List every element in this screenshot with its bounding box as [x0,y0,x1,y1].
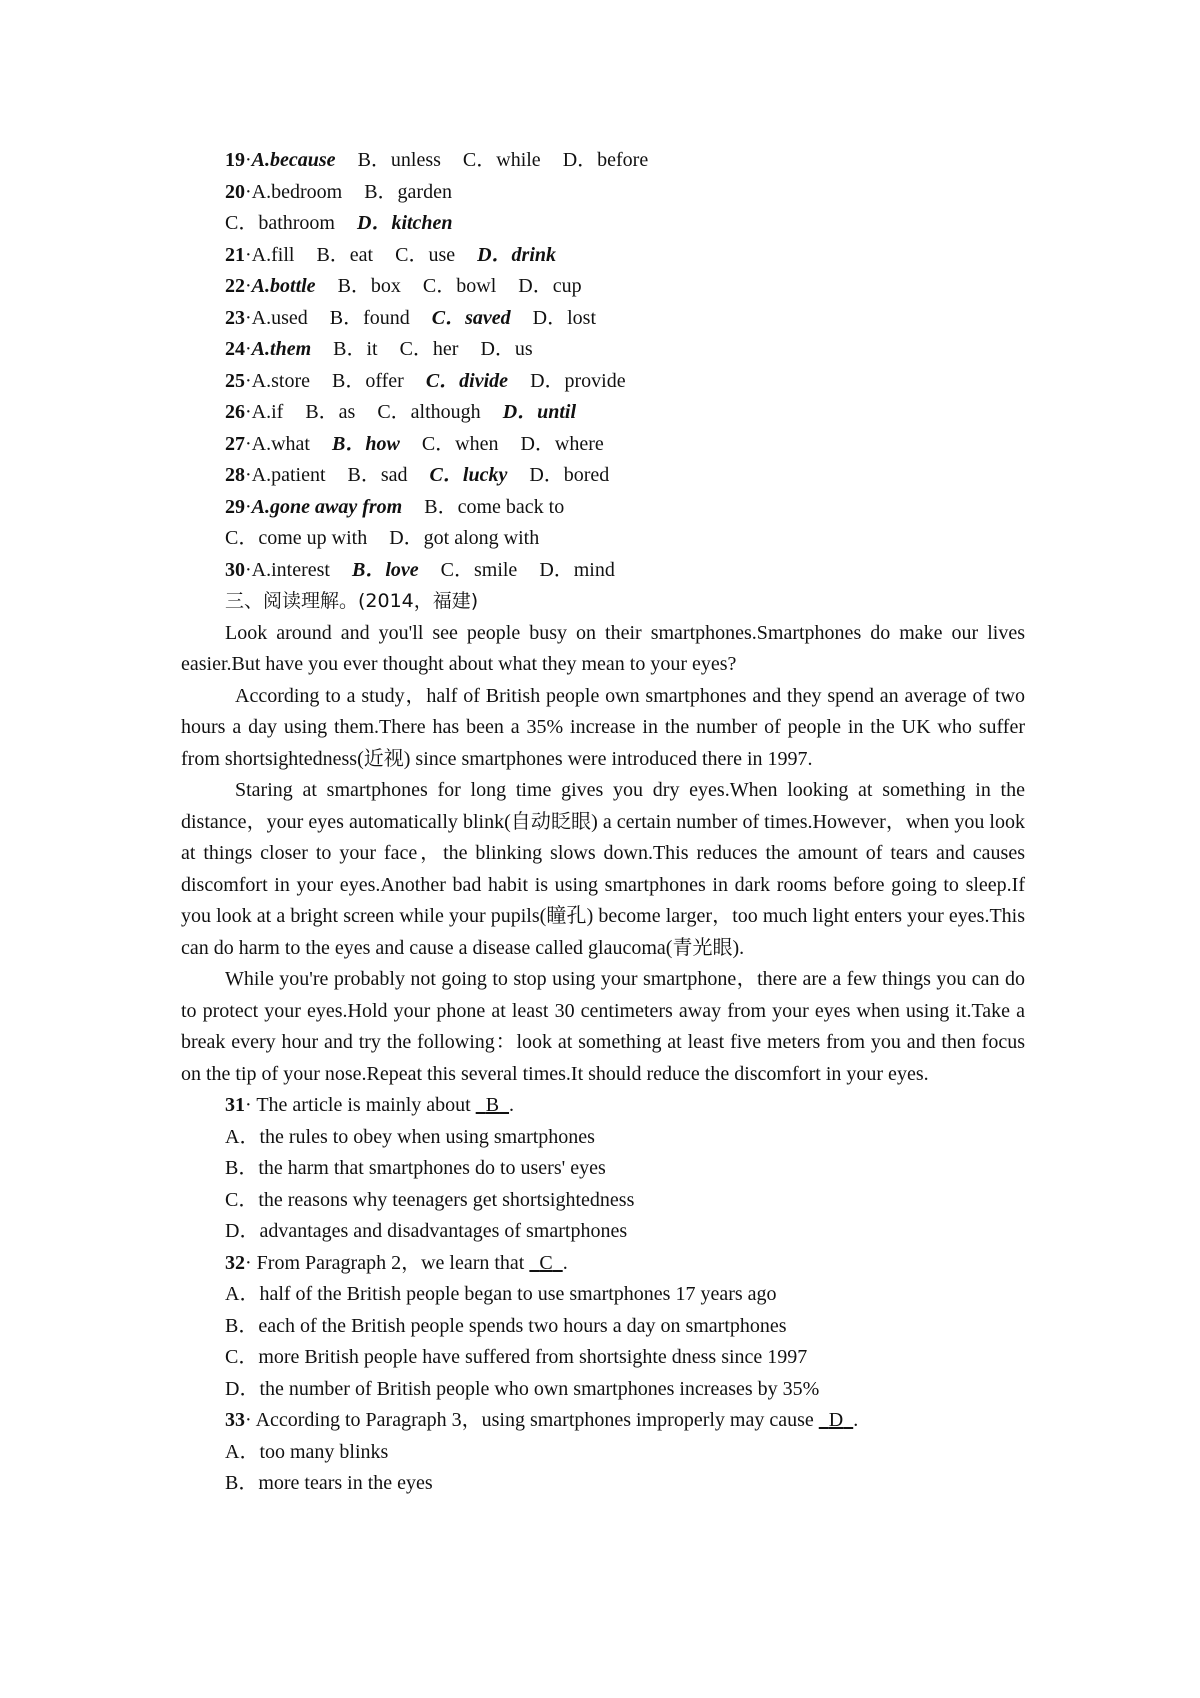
passage-paragraph-2: According to a study，half of British people own smartphones and they spend an average of two hours a day using them.There has been a 35% increase in the number of people in the UK who suffer from shortsightedness(近视) since smartphones were introduced there in 1997. [181,684,1025,770]
cloze-question-line: 20·A.bedroom B．garden [225,180,452,203]
option: B．box [337,275,401,297]
cloze-question-line: 26·A.if B．as C．although D．until [225,401,577,423]
option: C．come up with [225,527,368,549]
correct-option: C．divide [425,369,509,392]
document-page [181,145,1025,1500]
option: D．us [480,338,533,360]
correct-option: B．love [351,558,419,581]
question-number: 29 [225,495,245,518]
correct-option: C．saved [431,306,511,329]
correct-option: A.them [251,338,312,360]
question-number: 27 [225,432,245,455]
cloze-question-line: 29·A.gone away from B．come back to [225,495,565,518]
option: B．offer [332,369,404,392]
question-33-stem: 33· According to Paragraph 3，using smartphones improperly may cause D . [225,1409,859,1431]
passage-paragraph-1: Look around and you'll see people busy on their smartphones.Smartphones do make our lives easier.But have you ever thought about what they mean to your eyes? [181,621,1025,675]
option-line: D．the number of British people who own smartphones increases by 35% [225,1377,820,1400]
answer-blank: D [828,1409,844,1431]
cloze-question-line: 30·A.interest B．love C．smile D．mind [225,558,615,581]
option: C．smile [440,558,518,581]
option: D．lost [532,306,597,329]
option: D．got along with [389,527,540,549]
option: C．although [377,401,481,423]
option: A.what [251,432,310,455]
option: A.patient [251,464,326,486]
option: C．bathroom [225,212,335,234]
option: D．cup [518,275,582,297]
question-number: 20 [225,180,245,203]
question-text: From Paragraph 2，we learn that [256,1251,530,1274]
question-number: 26 [225,401,245,423]
cloze-answer-list [181,145,1025,586]
option: A.bedroom [251,180,343,203]
option-line: A．half of the British people began to use smartphones 17 years ago [225,1283,777,1305]
passage-paragraph-3: Staring at smartphones for long time gives you dry eyes.When looking at something in the distance，your eyes automatically blink(自动眨眼) a certain number of times.However，when you look at things closer to your face，the blinking slows down.This reduces the amount of tears and causes discomfort in your eyes.Another bad habit is using smartphones in dark rooms before going to sleep.If you look at a bright screen while your pupils(瞳孔) become larger，too much light enters your eyes.This can do harm to the eyes and cause a disease called glaucoma(青光眼). [181,779,1025,959]
option: D．bored [529,464,610,486]
option: B．eat [316,243,374,266]
cloze-question-line: 22·A.bottle B．box C．bowl D．cup [225,275,582,297]
option: B．garden [364,180,452,203]
answer-blank: B [485,1094,500,1116]
correct-option: A.because [251,149,336,171]
option: A.store [251,369,310,392]
option-line: C．the reasons why teenagers get shortsightedness [225,1188,635,1211]
cloze-question-line: 28·A.patient B．sad C．lucky D．bored [225,464,610,486]
option: D．mind [539,558,615,581]
cloze-question-line: 21·A.fill B．eat C．use D．drink [225,243,557,266]
option: B．found [329,306,410,329]
correct-option: D．kitchen [357,212,453,234]
option-line: A．the rules to obey when using smartphones [225,1125,595,1148]
cloze-question-line: 24·A.them B．it C．her D．us [225,338,533,360]
correct-option: D．drink [477,243,557,266]
option: A.fill [251,243,295,266]
question-number: 31 [225,1094,245,1116]
question-number: 24 [225,338,245,360]
question-number: 23 [225,306,245,329]
option-line: D．advantages and disadvantages of smartphones [225,1220,628,1242]
option: C．use [395,243,456,266]
option: D．provide [530,369,626,392]
cloze-question-line [181,523,1025,555]
correct-option: A.bottle [251,275,316,297]
option: B．sad [347,464,408,486]
option-line: A．too many blinks [225,1440,389,1463]
question-number: 32 [225,1251,245,1274]
cloze-question-line: 25·A.store B．offer C．divide D．provide [225,369,626,392]
option: C．when [421,432,499,455]
option: A.interest [251,558,330,581]
question-number: 19 [225,149,245,171]
correct-option: A.gone away from [251,495,403,518]
option: C．bowl [422,275,497,297]
question-text: The article is mainly about [256,1094,476,1116]
cloze-question-line: 23·A.used B．found C．saved D．lost [225,306,597,329]
option-line: B．the harm that smartphones do to users' eyes [225,1157,606,1179]
question-number: 22 [225,275,245,297]
correct-option: D．until [502,401,577,423]
option: B．as [305,401,356,423]
cloze-question-line: 19·A.because B．unless C．while D．before [225,149,649,171]
question-32-stem: 32· From Paragraph 2，we learn that C . [225,1251,568,1274]
question-number: 21 [225,243,245,266]
correct-option: C．lucky [429,464,508,486]
question-number: 33 [225,1409,245,1431]
option: C．while [462,149,541,171]
option-line: B．each of the British people spends two hours a day on smartphones [225,1314,787,1337]
question-31-stem: 31· The article is mainly about B . [225,1094,515,1116]
question-number: 30 [225,558,245,581]
option: B．unless [357,149,441,171]
question-number: 28 [225,464,245,486]
section-heading: 三、阅读理解。(2014，福建) [225,590,479,612]
answer-blank: C [539,1251,553,1274]
correct-option: B．how [332,432,400,455]
passage-paragraph-4: While you're probably not going to stop using your smartphone，there are a few things you can do to protect your eyes.Hold your phone at least 30 centimeters away from your eyes when using it.Take a break every hour and try the following：look at something at least five meters from you and then focus on the tip of your nose.Repeat this several times.It should reduce the discomfort in your eyes. [181,968,1025,1085]
option: D．where [520,432,604,455]
option: A.if [251,401,284,423]
cloze-question-line [181,208,1025,240]
option: B．come back to [424,495,565,518]
question-text: According to Paragraph 3，using smartphones improperly may cause [255,1409,819,1431]
option-line: C．more British people have suffered from shortsighte dness since 1997 [225,1346,808,1368]
question-number: 25 [225,369,245,392]
option: D．before [562,149,649,171]
option: B．it [333,338,378,360]
option: A.used [251,306,308,329]
cloze-question-line: 27·A.what B．how C．when D．where [225,432,604,455]
option-line: B．more tears in the eyes [225,1472,433,1494]
option: C．her [399,338,459,360]
